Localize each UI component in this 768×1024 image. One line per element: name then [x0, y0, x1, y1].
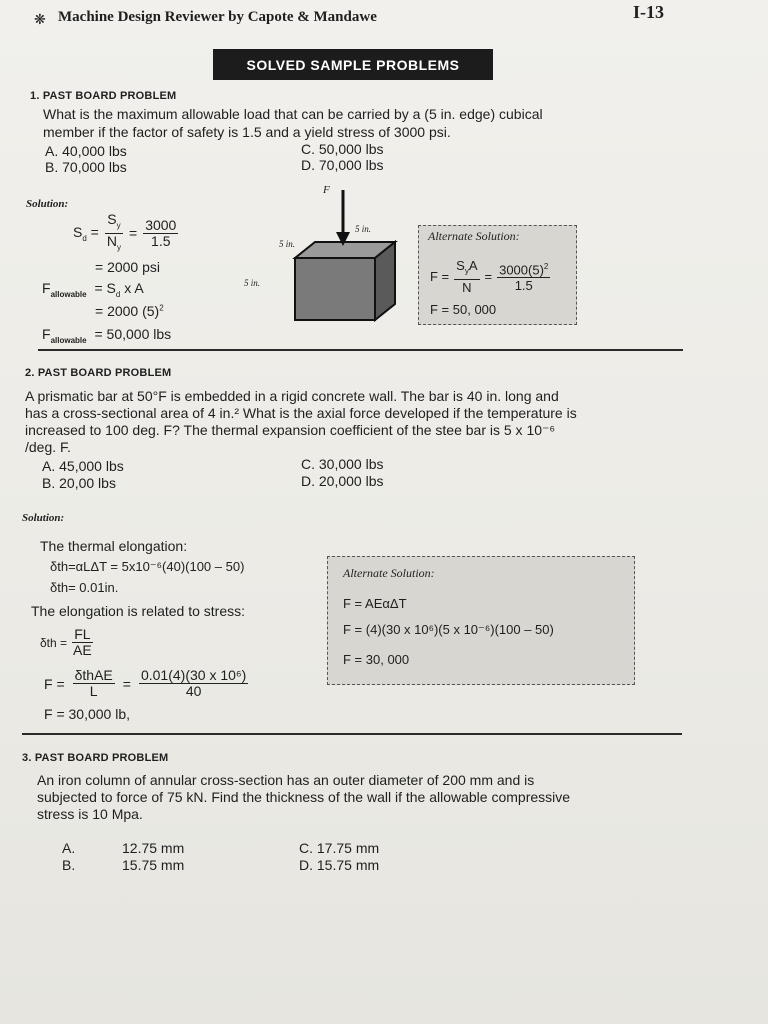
alternate-solution-title: Alternate Solution: — [343, 566, 435, 580]
fx-subscript: d — [115, 289, 121, 299]
delta-ae-numerator: δthAE — [74, 667, 113, 683]
numerator-3000: 3000 — [145, 216, 177, 233]
f-final-value: = 50,000 lbs — [94, 326, 172, 342]
delta-ae-over-l — [73, 668, 115, 699]
ornament-icon: ❋ — [34, 11, 46, 27]
problem-2-question-line: has a cross-sectional area of 4 in.² What is the axial force developed if the temperature is — [25, 405, 577, 421]
denominator-1.5: 1.5 — [151, 232, 171, 249]
choice-b: B. 20,00 lbs — [42, 475, 116, 491]
f-subscript: allowable — [50, 335, 87, 345]
force-equation: F = $\frac{\text{δthAE}}{L}$ = $\frac{\text{0.01(4)(30 x 10⁶)}}{40}$ — [44, 667, 247, 699]
choice-a: A. 45,000 lbs — [42, 458, 124, 474]
sy-over-ny — [105, 212, 123, 255]
choice-d: D. 70,000 lbs — [301, 157, 384, 173]
problem-3-question-line: An iron column of annular cross-section has an outer diameter of 200 mm and is — [37, 772, 535, 788]
alt-n-symbol: N — [462, 279, 472, 295]
problem-2-question-line: increased to 100 deg. F? The thermal expansion coefficient of the stee bar is 5 x 10⁻⁶ — [25, 422, 556, 438]
f-allowable-equation — [42, 280, 144, 299]
section-banner — [213, 49, 493, 80]
problem-2-question-line: A prismatic bar at 50°F is embedded in a rigid concrete wall. The bar is 40 in. long and — [25, 388, 559, 404]
sd-equation: $S_d$ = $\frac{S_y}{N_y}$ = $\frac{3000}{1.5}$ — [73, 212, 178, 255]
delta-lhs: δth = — [40, 635, 68, 650]
3000-5sq-over-1.5 — [497, 259, 550, 293]
alternate-substitution: F = (4)(30 x 10⁶)(5 x 10⁻⁶)(100 – 50) — [343, 622, 554, 637]
problem-1-question-line: What is the maximum allowable load that can be carried by a (5 in. edge) cubical — [43, 106, 543, 122]
problem-2-question-line: /deg. F. — [25, 439, 71, 455]
substituted-fraction — [139, 668, 248, 699]
side-edge-label: 5 in. — [279, 239, 296, 249]
thermal-elongation-result: δth= 0.01in. — [50, 580, 119, 595]
f-substitution-exponent: 2 — [159, 303, 164, 313]
f-substitution — [95, 303, 164, 319]
f-symbol: F — [42, 326, 51, 342]
ny-subscript: y — [117, 242, 121, 252]
problem-3-question-line: subjected to force of 75 kN. Find the thickness of the wall if the allowable compressive — [37, 789, 571, 805]
sd-result: = 2000 psi — [95, 259, 160, 275]
cube-front-face — [295, 258, 375, 320]
problem-2-heading: 2. PAST BOARD PROBLEM — [25, 367, 172, 379]
alternate-result: F = 30, 000 — [343, 652, 410, 667]
ny-symbol: N — [106, 232, 117, 249]
choice-d: D. 15.75 mm — [299, 857, 380, 873]
sd-subscript: d — [82, 233, 87, 243]
f-substitution-text: = 2000 (5) — [95, 303, 160, 319]
choice-a-label: A. — [62, 840, 76, 856]
problem-1-question-line: member if the factor of safety is 1.5 and a yield stress of 3000 psi. — [43, 124, 451, 140]
delta-equation — [40, 627, 94, 658]
force-result: F = 30,000 lb, — [44, 706, 131, 722]
sya-over-n — [454, 258, 479, 295]
section-banner-text: SOLVED SAMPLE PROBLEMS — [246, 56, 460, 73]
choice-b: 15.75 mm — [122, 857, 185, 873]
problem-1-heading: 1. PAST BOARD PROBLEM — [30, 90, 177, 102]
choice-a: A. 40,000 lbs — [45, 143, 127, 159]
sy-subscript: y — [116, 220, 121, 230]
fl-numerator: FL — [74, 626, 91, 642]
alt-numerator-exponent: 2 — [543, 262, 549, 272]
alt-f-symbol: F = — [430, 268, 450, 284]
force-lhs: F = — [44, 675, 65, 692]
alt-sy-subscript: y — [464, 266, 469, 276]
solution-label: Solution: — [22, 512, 65, 524]
fx-equation: = S — [94, 280, 116, 296]
fl-over-ae — [71, 627, 94, 658]
force-label: F — [323, 184, 330, 196]
choice-b-label: B. — [62, 857, 76, 873]
alt-numerator: 3000(5) — [499, 262, 544, 278]
cube-diagram — [240, 180, 410, 330]
ae-denominator: AE — [73, 642, 92, 658]
alt-denominator: 1.5 — [514, 278, 533, 294]
sy-symbol: S — [107, 211, 117, 227]
left-edge-label: 5 in. — [244, 278, 261, 288]
3000-over-1.5 — [143, 218, 178, 249]
l-denominator: L — [89, 683, 98, 699]
substituted-numerator: 0.01(4)(30 x 10⁶) — [140, 667, 247, 683]
problem-3-heading: 3. PAST BOARD PROBLEM — [22, 752, 169, 764]
choice-a: 12.75 mm — [122, 840, 185, 856]
section-divider — [22, 733, 682, 735]
thermal-elongation-equation: δth=αLΔT = 5x10⁻⁶(40)(100 – 50) — [50, 559, 245, 574]
choice-c: C. 50,000 lbs — [301, 141, 384, 157]
alternate-equation: F = AEαΔT — [343, 596, 407, 611]
f-final-result — [42, 326, 171, 345]
alt-a-symbol: A — [468, 258, 478, 273]
choice-c: C. 17.75 mm — [299, 840, 380, 856]
problem-3-question-line: stress is 10 Mpa. — [37, 806, 143, 822]
alternate-result: F = 50, 000 — [430, 302, 497, 317]
alt-sy-symbol: S — [456, 258, 465, 273]
substituted-denominator: 40 — [185, 683, 202, 699]
fx-tail: x A — [120, 280, 144, 296]
choice-d: D. 20,000 lbs — [301, 473, 384, 489]
f-subscript: allowable — [50, 289, 87, 299]
running-header-title: Machine Design Reviewer by Capote & Mandawe — [58, 9, 377, 25]
sd-symbol: S — [73, 223, 83, 240]
page-number: I-13 — [633, 2, 664, 22]
top-edge-label: 5 in. — [355, 224, 372, 234]
thermal-elongation-label: The thermal elongation: — [40, 538, 188, 554]
solution-label: Solution: — [26, 198, 69, 210]
alternate-solution-title: Alternate Solution: — [428, 229, 520, 243]
choice-c: C. 30,000 lbs — [301, 456, 384, 472]
choice-b: B. 70,000 lbs — [45, 159, 127, 175]
section-divider — [38, 349, 683, 351]
f-symbol: F — [42, 280, 51, 296]
elongation-stress-label: The elongation is related to stress: — [31, 603, 246, 619]
alternate-equation: F = $\frac{S_yA}{N}$ = $\frac{3000(5)^2}{1.5}$ — [430, 258, 549, 295]
